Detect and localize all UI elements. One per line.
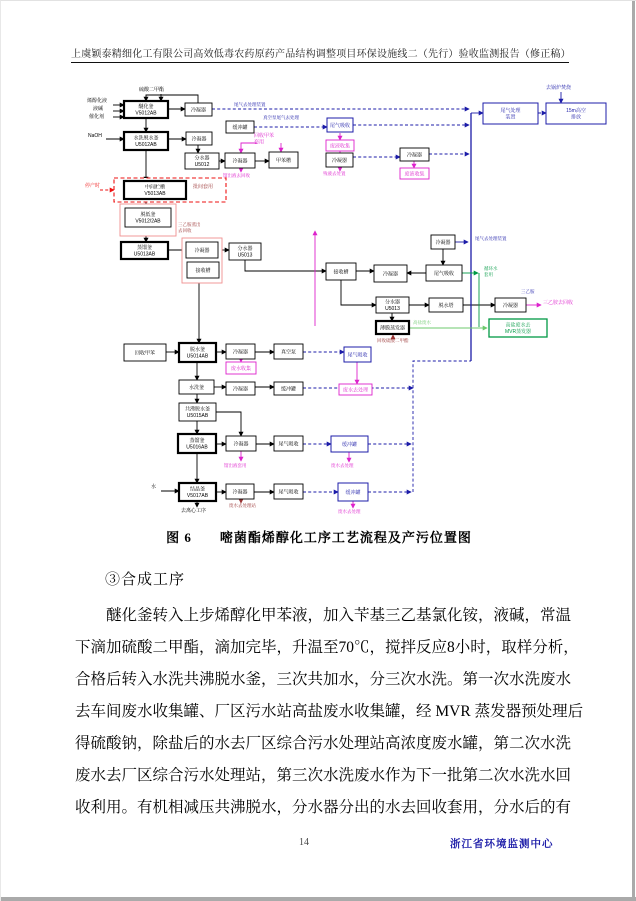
body-text-line: 得硫酸钠，除盐后的水去厂区综合污水处理站高浓度废水罐，第二次水洗 xyxy=(75,735,572,752)
flow-annotation: 三乙胺去回收 xyxy=(543,300,574,306)
flow-box-label: 回收甲苯 xyxy=(134,350,156,357)
flow-box-label: 废水去处理 xyxy=(342,387,369,394)
flow-box-label: 脱水釜 xyxy=(189,347,206,354)
process-flow-diagram xyxy=(1,1,636,561)
flow-box-label: V5013AB xyxy=(144,190,166,197)
scan-edge-right xyxy=(632,1,635,901)
flow-edge xyxy=(413,361,471,492)
flow-box-label: 分水器 xyxy=(384,299,401,306)
scan-edge-bottom xyxy=(1,897,636,901)
flow-box-label: 缓冲罐 xyxy=(345,489,361,496)
flow-box-label: U5016AB xyxy=(186,444,208,451)
flow-annotation: 烯醇化液 xyxy=(87,98,108,104)
flow-box-label: 废水收集 xyxy=(230,365,252,372)
flow-annotation: 废水去处理 xyxy=(331,463,354,468)
flow-box-label: V5012/2AB xyxy=(135,218,161,225)
flow-annotation: 硫酸二甲酯 xyxy=(139,87,165,93)
flow-box-label: U5014AB xyxy=(186,353,209,360)
flow-edge xyxy=(341,280,376,305)
flow-annotation: 液碱 xyxy=(93,106,104,112)
figure-caption-text: 嘧菌酯烯醇化工序工艺流程及产污位置图 xyxy=(219,530,472,545)
flow-box-label: V5017AB xyxy=(186,492,209,499)
footer-page-number: 14 xyxy=(299,837,309,848)
flow-annotation: 残液去处置 xyxy=(323,171,346,176)
flow-box-label: 废液收集 xyxy=(329,143,351,150)
flow-edge xyxy=(245,260,326,271)
flow-box-label: 分水器 xyxy=(194,155,210,162)
flow-box-label: 醚化釜 xyxy=(138,104,154,111)
flow-box-label: U5015AB xyxy=(186,412,209,419)
flow-box-label: 尾气吸收 xyxy=(278,441,299,448)
flow-box-label: U5013AB xyxy=(133,251,156,258)
footer-organization: 浙江省环境监测中心 xyxy=(450,839,554,850)
body-paragraph xyxy=(75,600,584,824)
flow-annotation: 去回收 xyxy=(178,228,192,233)
flow-annotation: 套用 xyxy=(254,139,265,146)
flow-box-label: 蒸馏釜 xyxy=(136,245,153,252)
flow-box-label: U5012AB xyxy=(135,141,157,148)
flow-box-label: 结晶釜 xyxy=(189,486,206,493)
flow-annotation: 套用 xyxy=(484,272,493,277)
section-heading: ③合成工序 xyxy=(105,572,186,588)
flow-box-label: 高盐废水去 xyxy=(505,322,531,329)
flow-box-label: 冷凝器 xyxy=(232,349,249,356)
flow-box-label: U5013 xyxy=(385,305,400,312)
flow-annotation: 废水去处理 xyxy=(338,509,361,514)
body-text-line: 下滴加硫酸二甲酯，滴加完毕，升温至70℃，搅拌反应8小时，取样分析， xyxy=(75,639,579,656)
body-text-line: 合格后转入水洗共沸脱水釜，三次共加水，分三次水洗。第一次水洗废水 xyxy=(75,671,572,688)
flow-box-label: 冷凝器 xyxy=(502,302,519,309)
flow-box-label: 冷凝器 xyxy=(232,386,249,393)
flow-annotation: 去离心工序 xyxy=(181,508,207,514)
flow-box-label: V5012AB xyxy=(135,110,157,117)
flow-annotation: 停产时 xyxy=(85,183,101,189)
body-text-line: 收利用。有机相减压共沸脱水，分水器分出的水去回收套用，分水后的有 xyxy=(75,799,572,816)
flow-annotation: 三乙胺蒸出 xyxy=(178,222,201,227)
flow-box-label: 真空泵 xyxy=(280,349,297,356)
flow-box-label: 冷凝器 xyxy=(331,157,348,164)
flow-annotation: 尾气去处理装置 xyxy=(234,102,266,107)
flow-box-label: 排放 xyxy=(570,114,582,121)
flow-box-label: 冷凝器 xyxy=(382,271,399,278)
flow-box-label: 甲苯槽 xyxy=(275,157,292,164)
flow-box-label: 尾气吸收 xyxy=(347,352,368,359)
flow-box-label: 共沸脱水釜 xyxy=(184,406,211,413)
flow-box-label: 冷凝器 xyxy=(406,152,423,159)
flow-box-label: 15m高空 xyxy=(566,108,586,115)
flow-box-label: 蒸馏釜 xyxy=(189,438,205,445)
flow-box-label: 脱水塔 xyxy=(438,302,454,309)
flow-box-label: 尾气吸收 xyxy=(278,489,299,496)
flow-annotation: 循环水 xyxy=(484,266,498,271)
flow-box-label: 冷凝器 xyxy=(233,441,249,448)
body-text-line: 去车间废水收集罐、厂区污水站高盐废水收集罐，经 MVR 蒸发器预处理后 xyxy=(75,703,584,720)
flow-box-label: 冷凝器 xyxy=(232,158,248,165)
flow-box-label: 缓冲罐 xyxy=(280,386,297,393)
page-header-title: 上虞颖泰精细化工有限公司高效低毒农药原药产品结构调整项目环保设施线二（先行）验收监测报告（修正稿） xyxy=(71,49,571,60)
flow-annotation: 高盐废水 xyxy=(413,320,431,325)
figure-caption xyxy=(1,527,636,546)
flow-box-label: 尾气处理 xyxy=(500,108,521,115)
flow-annotation: 馏出液去回收 xyxy=(223,173,250,178)
flow-box-label: 水洗釜 xyxy=(188,384,205,391)
flow-annotation: NaOH xyxy=(88,133,102,139)
flow-annotation: 三乙胺 xyxy=(521,289,535,294)
flow-box-label: 缓冲罐 xyxy=(341,441,358,448)
flow-box-label: 缓冲罐 xyxy=(232,124,248,131)
flow-box-label: 脱低釜 xyxy=(140,212,156,219)
flow-box-label: 水洗脱水釜 xyxy=(133,135,159,142)
flow-box-label: MVR蒸发器 xyxy=(504,328,532,335)
flow-annotation: 尾气去处理装置 xyxy=(475,236,507,241)
body-text-line: 废水去厂区综合污水处理站，第三次水洗废水作为下一批第二次水洗水回 xyxy=(75,767,572,784)
flow-box-label: 接收槽 xyxy=(195,267,211,274)
flow-annotation: 馏出液套用 xyxy=(224,463,247,468)
flow-box-label: 接收槽 xyxy=(333,269,349,276)
flow-box-label: 废液收集 xyxy=(404,171,425,178)
flow-box-label: 冷凝器 xyxy=(191,136,207,143)
flow-box-label: 分水器 xyxy=(237,246,253,253)
flow-box-label: 冷凝器 xyxy=(194,247,210,254)
flow-annotation: 催化剂 xyxy=(89,114,105,120)
flow-box-label: U5012 xyxy=(194,161,210,168)
flow-box-label: U5013 xyxy=(237,252,253,259)
flow-box-label: 冷凝器 xyxy=(190,107,207,114)
flow-annotation: 批间套用 xyxy=(193,184,214,190)
flow-annotation: 回收硫酸二甲酯 xyxy=(377,338,409,343)
flow-box-label: 薄膜蒸发器 xyxy=(379,325,406,332)
flow-box-label: 冷凝器 xyxy=(232,489,248,496)
flow-box-label: 装置 xyxy=(505,114,516,121)
flow-annotation: 去锅炉焚烧 xyxy=(546,85,572,91)
body-text-line: 醚化釜转入上步烯醇化甲苯液，加入苄基三乙基氯化铵，液碱，常温 xyxy=(106,607,572,624)
figure-caption-label: 图 6 xyxy=(166,530,192,545)
flow-annotation: 回收甲苯 xyxy=(254,133,275,139)
flow-annotation: 真空泵尾气去处理 xyxy=(263,115,299,120)
flow-annotation: 水 xyxy=(151,484,157,490)
flow-edge xyxy=(216,412,241,436)
flow-box-label: 尾气吸收 xyxy=(329,122,351,129)
flow-box-label: 尾气吸收 xyxy=(433,270,455,277)
flow-box-label: 中间贮槽 xyxy=(144,184,166,191)
flow-box-label: 冷凝器 xyxy=(435,239,451,246)
flow-annotation: 废水去处理站 xyxy=(229,503,256,508)
